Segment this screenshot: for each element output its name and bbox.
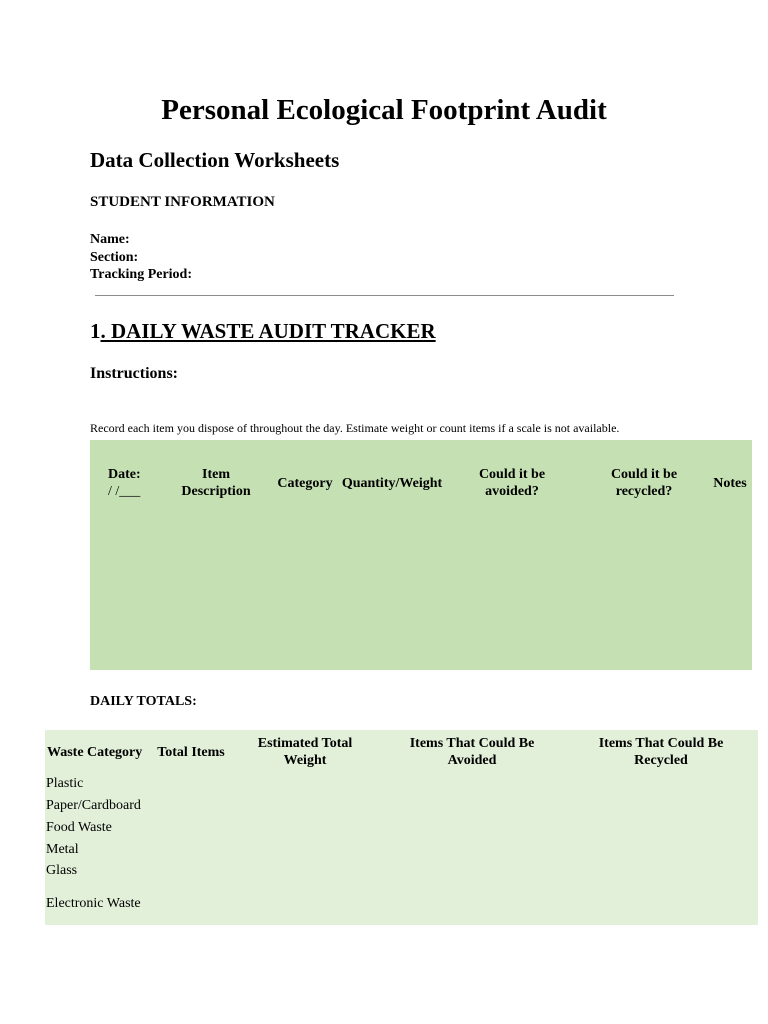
category-header: Category: [277, 476, 333, 491]
category-row-plastic: Plastic: [46, 776, 84, 791]
category-row-metal: Metal: [46, 842, 79, 857]
category-row-electronic: Electronic Waste: [46, 896, 141, 911]
could-be-recycled-header: Items That Could Be Recycled: [598, 736, 724, 768]
daily-totals-table: [45, 730, 758, 925]
page-subtitle: Data Collection Worksheets: [90, 148, 340, 172]
date-header: [100, 466, 150, 500]
category-row-food: Food Waste: [46, 820, 112, 835]
tracking-period-label: Tracking Period:: [90, 267, 193, 282]
date-blank: / /___: [108, 484, 141, 499]
daily-waste-tracker-table: [90, 440, 752, 670]
section-number: 1: [90, 319, 101, 343]
waste-category-header: Waste Category: [47, 745, 143, 760]
horizontal-divider: [95, 295, 674, 296]
could-be-recycled-header: Could it be recycled?: [610, 467, 678, 499]
category-row-paper: Paper/Cardboard: [46, 798, 141, 813]
total-items-header: Total Items: [157, 745, 225, 760]
item-description-header: Item Description: [181, 467, 251, 499]
estimated-weight-header: Estimated Total Weight: [257, 736, 353, 768]
notes-header: Notes: [713, 476, 747, 491]
instructions-text: Record each item you dispose of throughout the day. Estimate weight or count items if a scale is not available.: [90, 421, 620, 435]
quantity-weight-header: Quantity/Weight: [341, 476, 443, 491]
instructions-label: Instructions:: [90, 365, 179, 382]
category-row-glass: Glass: [46, 863, 78, 878]
section-title: . DAILY WASTE AUDIT TRACKER: [100, 319, 436, 343]
section-1-heading: [90, 319, 436, 344]
could-be-avoided-header: Items That Could Be Avoided: [409, 736, 535, 768]
date-label: Date:: [108, 467, 141, 482]
name-label: Name:: [90, 232, 130, 247]
could-be-avoided-header: Could it be avoided?: [478, 467, 546, 499]
section-label: Section:: [90, 249, 139, 265]
daily-totals-heading: DAILY TOTALS:: [90, 694, 197, 709]
student-info-heading: STUDENT INFORMATION: [90, 194, 275, 210]
page-title: Personal Ecological Footprint Audit: [161, 94, 607, 126]
student-info-fields: [90, 231, 192, 284]
